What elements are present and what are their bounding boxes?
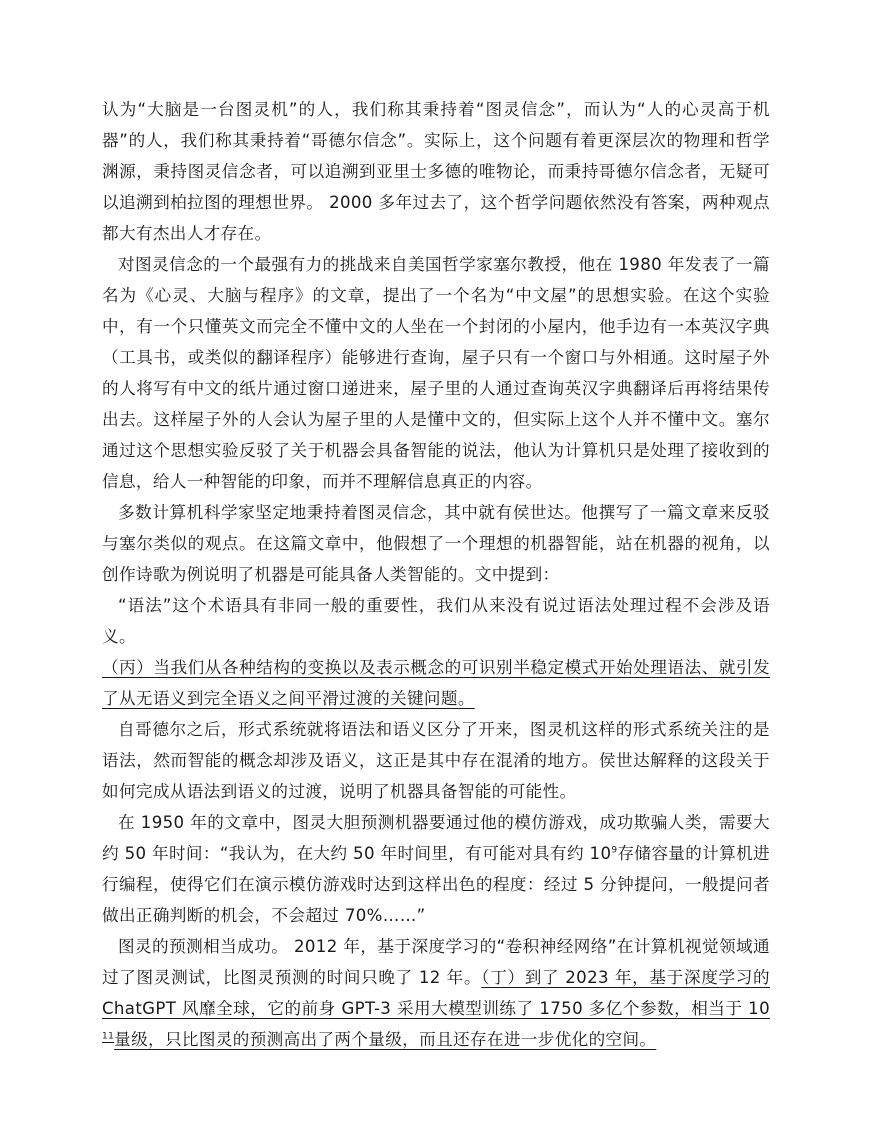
paragraph-turing-prediction	[102, 807, 770, 931]
paragraph-underlined-bing: （丙）当我们从各种结构的变换以及表示概念的可识别半稳定模式开始处理语法、就引发了从无语义到完全语义之间平滑过渡的关键问题。	[102, 658, 770, 708]
paragraph-chinese-room: 对图灵信念的一个最强有力的挑战来自美国哲学家塞尔教授，他在 1980 年发表了一篇名为《心灵、大脑与程序》的文章，提出了一个名为“中文屋”的思想实验。在这个实验中，有一个只懂英文而完全不懂中文的人坐在一个封闭的小屋内，他手边有一本英汉字典（工具书，或类似的翻译程序）能够进行查询，屋子只有一个窗口与外相通。这时屋子外的人将写有中文的纸片通过窗口递进来，屋子里的人通过查询英汉字典翻译后再将结果传出去。这样屋子外的人会认为屋子里的人是懂中文的，但实际上这个人并不懂中文。塞尔通过这个思想实验反驳了关于机器会具备智能的说法，他认为计算机只是处理了接收到的信息，给人一种智能的印象，而并不理解信息真正的内容。	[102, 255, 770, 491]
exponent-9: 9	[611, 845, 618, 856]
paragraph-turing-belief: 认为“大脑是一台图灵机”的人，我们称其秉持着“图灵信念”，而认为“人的心灵高于机器”的人，我们称其秉持着“哥德尔信念”。实际上，这个问题有着更深层次的物理和哲学渊源，秉持图灵信念者，可以追溯到亚里士多德的唯物论，而秉持哥德尔信念者，无疑可以追溯到柏拉图的理想世界。 2000 多年过去了，这个哲学问题依然没有答案，两种观点都大有杰出人才存在。	[102, 100, 770, 243]
document-body	[102, 94, 770, 1055]
underlined-ding-end: 量级，只比图灵的预测高出了两个量级，而且还存在进一步优化的空间。	[114, 1030, 657, 1049]
prediction-text-start: 在 1950 年的文章中，图灵大胆预测机器要通过他的模仿游戏，成功欺骗人类，需要大约 50 年时间：“我认为，在大约 50 年时间里，有可能对具有约 10	[102, 813, 770, 863]
paragraph-godel-formal-system: 自哥德尔之后，形式系统就将语法和语义区分了开来，图灵机这样的形式系统关注的是语法，然而智能的概念却涉及语义，这正是其中存在混淆的地方。侯世达解释的这段关于如何完成从语法到语义的过渡，说明了机器具备智能的可能性。	[102, 720, 770, 801]
paragraph-hofstadter: 多数计算机科学家坚定地秉持着图灵信念，其中就有侯世达。他撰写了一篇文章来反驳与塞尔类似的观点。在这篇文章中，他假想了一个理想的机器智能，站在机器的视角，以创作诗歌为例说明了机器是可能具备人类智能的。文中提到：	[102, 503, 770, 584]
exponent-11: 11	[102, 1031, 115, 1042]
success-text-plain: 图灵的预测相当成功。 2012 年，基于深度学习的“卷积神经网络”在计算机视觉领域通过了图灵测试，比图灵预测的时间只晚了 12 年。	[102, 937, 770, 987]
paragraph-quote-syntax: “语法”这个术语具有非同一般的重要性，我们从来没有说过语法处理过程不会涉及语义。	[102, 596, 770, 646]
prediction-text-end: 存储容量的计算机进行编程，使得它们在演示模仿游戏时达到这样出色的程度：经过 5 分钟提问，一般提问者做出正确判断的机会，不会超过 70%……”	[102, 844, 770, 925]
underlined-ding-start: （丁）到了 2023 年，基于深度学习的 ChatGPT 风靡全球，它的前身 GPT-3 采用大模型训练了 1750 多亿个参数，相当于 10	[102, 968, 770, 1018]
paragraph-turing-success	[102, 931, 770, 1055]
